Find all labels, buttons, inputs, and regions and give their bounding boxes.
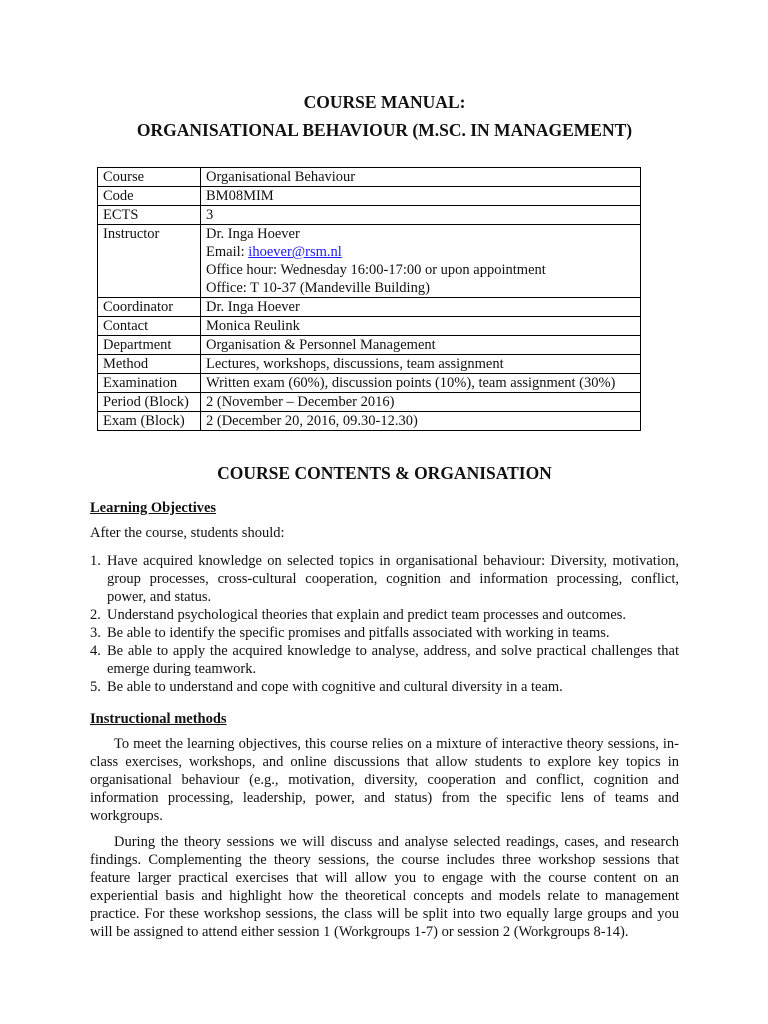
row-value [201, 225, 641, 298]
row-label: Course [98, 168, 201, 187]
row-value: Monica Reulink [201, 317, 641, 336]
instructor-name: Dr. Inga Hoever [206, 226, 300, 242]
course-info-table [97, 167, 641, 431]
row-label: Department [98, 336, 201, 355]
list-number: 4. [90, 643, 101, 659]
list-item-text: Be able to apply the acquired knowledge to analyse, address, and solve practical challenges that emerge during teamwork. [107, 643, 679, 677]
row-label: Code [98, 187, 201, 206]
row-value: 3 [201, 206, 641, 225]
table-row [98, 412, 641, 431]
row-label: Examination [98, 374, 201, 393]
objectives-intro: After the course, students should: [90, 525, 285, 541]
row-value: 2 (November – December 2016) [201, 393, 641, 412]
list-item [90, 606, 679, 624]
list-item [90, 678, 679, 696]
row-label: Period (Block) [98, 393, 201, 412]
table-row [98, 355, 641, 374]
table-row [98, 298, 641, 317]
instructor-email-line [206, 243, 635, 261]
list-number: 3. [90, 625, 101, 641]
list-item-text: Be able to identify the specific promises and pitfalls associated with working in teams. [107, 625, 610, 641]
list-item-text: Understand psychological theories that explain and predict team processes and outcomes. [107, 607, 627, 623]
row-value: Written exam (60%), discussion points (10%), team assignment (30%) [201, 374, 641, 393]
table-row [98, 187, 641, 206]
list-number: 2. [90, 607, 101, 623]
table-row [98, 317, 641, 336]
row-label: ECTS [98, 206, 201, 225]
document-page [90, 88, 679, 941]
row-value: Lectures, workshops, discussions, team assignment [201, 355, 641, 374]
row-label: Exam (Block) [98, 412, 201, 431]
list-item [90, 624, 679, 642]
row-label: Contact [98, 317, 201, 336]
row-value: Organisation & Personnel Management [201, 336, 641, 355]
row-label: Method [98, 355, 201, 374]
row-value: Organisational Behaviour [201, 168, 641, 187]
list-item [90, 552, 679, 606]
objectives-list [90, 552, 679, 696]
list-item-text: Be able to understand and cope with cognitive and cultural diversity in a team. [107, 679, 563, 695]
paragraph-instructional-1: To meet the learning objectives, this course relies on a mixture of interactive theory sessions, in-class exercises, workshops, and online discussions that allow students to explore key topics in organisational behaviour (e.g., motivation, diversity, cooperation and conflict, cognition and information processing, leadership, power, and status) from the specific lens of teams and workgroups. [90, 736, 679, 824]
list-item [90, 642, 679, 678]
paragraph-instructional-2: During the theory sessions we will discuss and analyse selected readings, cases, and research findings. Complementing the theory sessions, the course includes three workshop sessions that feature larger practical exercises that will allow you to engage with the course content on an experiential basis and highlight how the theoretical concepts and models relate to management practice. For these workshop sessions, the class will be split into two equally large groups and you will be assigned to attend either session 1 (Workgroups 1-7) or session 2 (Workgroups 8-14). [90, 834, 679, 940]
row-value: 2 (December 20, 2016, 09.30-12.30) [201, 412, 641, 431]
row-label: Coordinator [98, 298, 201, 317]
list-number: 1. [90, 553, 101, 569]
instructor-email-link[interactable]: ihoever@rsm.nl [248, 244, 342, 260]
office-location: Office: T 10-37 (Mandeville Building) [206, 280, 430, 296]
office-hour: Office hour: Wednesday 16:00-17:00 or upon appointment [206, 262, 546, 278]
table-row [98, 225, 641, 298]
table-row [98, 168, 641, 187]
email-label: Email: [206, 244, 249, 260]
subheading-learning-objectives: Learning Objectives [90, 500, 217, 516]
table-row [98, 206, 641, 225]
list-number: 5. [90, 679, 101, 695]
page-title-line2: ORGANISATIONAL BEHAVIOUR (M.SC. IN MANAGEMENT) [136, 120, 633, 140]
table-row [98, 374, 641, 393]
table-row [98, 393, 641, 412]
row-label: Instructor [98, 225, 201, 298]
table-row [98, 336, 641, 355]
section-heading-contents: COURSE CONTENTS & ORGANISATION [217, 463, 552, 483]
list-item-text: Have acquired knowledge on selected topics in organisational behaviour: Diversity, motivation, group processes, cross-cultural cooperation, cognition and information processing, conflict, power, and status. [107, 553, 679, 605]
row-value: Dr. Inga Hoever [201, 298, 641, 317]
subheading-instructional-methods: Instructional methods [90, 711, 227, 727]
row-value: BM08MIM [201, 187, 641, 206]
page-title-line1: COURSE MANUAL: [303, 92, 466, 112]
